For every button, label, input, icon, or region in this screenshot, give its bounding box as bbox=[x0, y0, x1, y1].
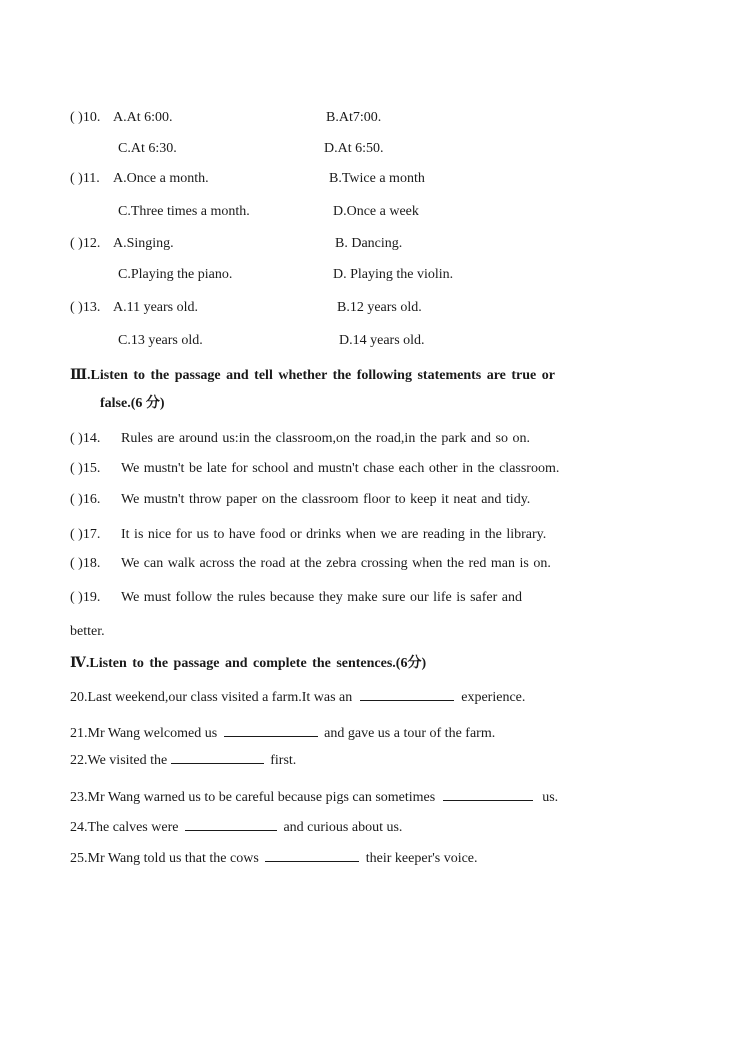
q21-blank[interactable] bbox=[224, 724, 318, 737]
q24-blank[interactable] bbox=[185, 818, 277, 831]
q20-text-after: experience. bbox=[461, 690, 526, 705]
q23-blank[interactable] bbox=[443, 788, 533, 801]
q11-option-a: A.Once a month. bbox=[113, 171, 209, 186]
q22-text-before: 22.We visited the bbox=[70, 753, 168, 768]
q13-option-b: B.12 years old. bbox=[337, 300, 422, 315]
q17-number: ( )17. bbox=[70, 527, 101, 542]
q13-option-c: C.13 years old. bbox=[118, 333, 203, 348]
q25-text-after: their keeper's voice. bbox=[365, 851, 478, 866]
q12-number: ( )12. bbox=[70, 236, 101, 251]
q21-text-after: and gave us a tour of the farm. bbox=[324, 726, 496, 741]
q16-number: ( )16. bbox=[70, 492, 101, 507]
q20-line bbox=[70, 688, 525, 707]
q22-line bbox=[70, 751, 296, 770]
q21-line bbox=[70, 724, 495, 743]
q10-option-d: D.At 6:50. bbox=[324, 141, 384, 156]
q25-line bbox=[70, 849, 478, 868]
q24-text-before: 24.The calves were bbox=[70, 820, 179, 835]
q24-text-after: and curious about us. bbox=[283, 820, 403, 835]
q20-blank[interactable] bbox=[360, 688, 454, 701]
q23-text-after: us. bbox=[542, 790, 559, 805]
q19-text-cont: better. bbox=[70, 624, 105, 639]
q21-text-before: 21.Mr Wang welcomed us bbox=[70, 726, 218, 741]
q12-option-b: B. Dancing. bbox=[335, 236, 403, 251]
q19-text: We must follow the rules because they make sure our life is safer and bbox=[121, 590, 523, 605]
q15-number: ( )15. bbox=[70, 461, 101, 476]
q13-number: ( )13. bbox=[70, 300, 101, 315]
q15-text: We mustn't be late for school and mustn't chase each other in the classroom. bbox=[121, 461, 560, 476]
q20-text-before: 20.Last weekend,our class visited a farm.It was an bbox=[70, 690, 353, 705]
q11-option-b: B.Twice a month bbox=[329, 171, 425, 186]
q23-text-before: 23.Mr Wang warned us to be careful because pigs can sometimes bbox=[70, 790, 436, 805]
q19-number: ( )19. bbox=[70, 590, 101, 605]
q10-option-a: A.At 6:00. bbox=[113, 110, 173, 125]
q14-text: Rules are around us:in the classroom,on the road,in the park and so on. bbox=[121, 431, 530, 446]
q25-text-before: 25.Mr Wang told us that the cows bbox=[70, 851, 259, 866]
q11-option-d: D.Once a week bbox=[333, 204, 419, 219]
q13-option-d: D.14 years old. bbox=[339, 333, 425, 348]
q24-line bbox=[70, 818, 402, 837]
section3-heading-cont: false.(6 分) bbox=[100, 396, 165, 411]
q17-text: It is nice for us to have food or drinks when we are reading in the library. bbox=[121, 527, 547, 542]
q14-number: ( )14. bbox=[70, 431, 101, 446]
section4-heading: Ⅳ.Listen to the passage and complete the sentences.(6分) bbox=[70, 656, 427, 671]
q13-option-a: A.11 years old. bbox=[113, 300, 199, 315]
q22-text-after: first. bbox=[270, 753, 297, 768]
q18-number: ( )18. bbox=[70, 556, 101, 571]
q11-option-c: C.Three times a month. bbox=[118, 204, 250, 219]
q12-option-c: C.Playing the piano. bbox=[118, 267, 233, 282]
section3-heading: Ⅲ.Listen to the passage and tell whether the following statements are true or bbox=[70, 368, 555, 383]
q10-option-b: B.At7:00. bbox=[326, 110, 382, 125]
q22-blank[interactable] bbox=[171, 751, 264, 764]
q12-option-a: A.Singing. bbox=[113, 236, 174, 251]
q16-text: We mustn't throw paper on the classroom floor to keep it neat and tidy. bbox=[121, 492, 531, 507]
q23-line bbox=[70, 788, 558, 807]
q12-option-d: D. Playing the violin. bbox=[333, 267, 454, 282]
q11-number: ( )11. bbox=[70, 171, 100, 186]
q25-blank[interactable] bbox=[265, 849, 359, 862]
q18-text: We can walk across the road at the zebra crossing when the red man is on. bbox=[121, 556, 551, 571]
q10-option-c: C.At 6:30. bbox=[118, 141, 177, 156]
q10-number: ( )10. bbox=[70, 110, 101, 125]
